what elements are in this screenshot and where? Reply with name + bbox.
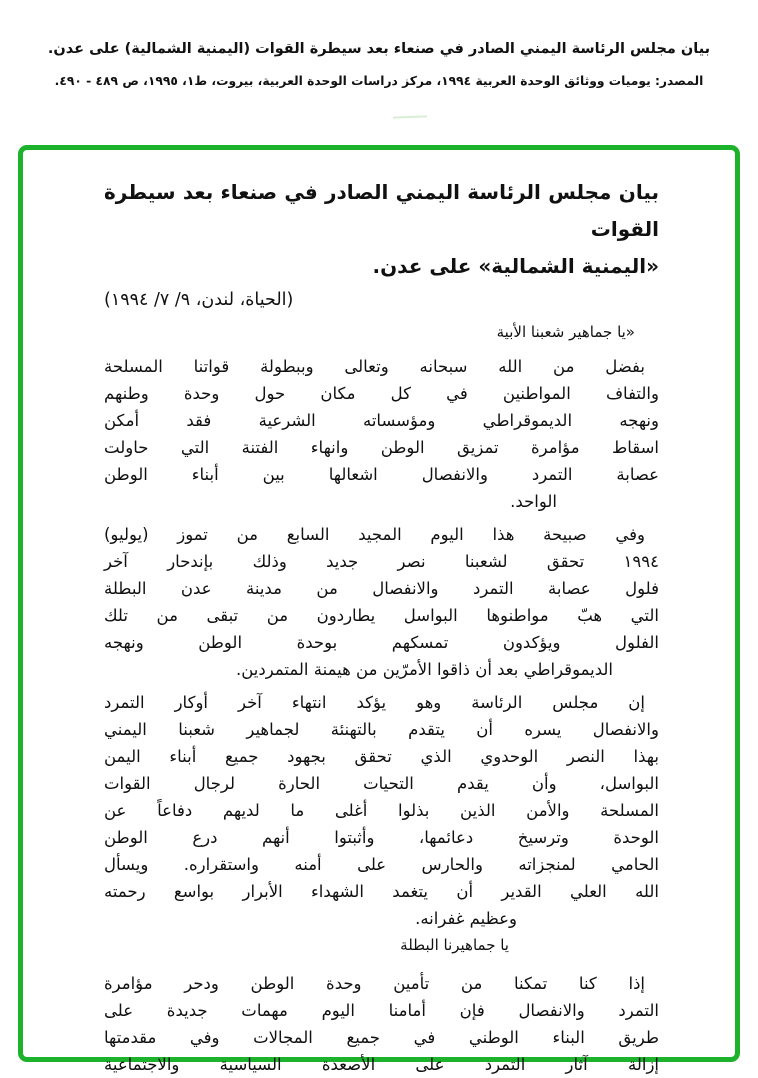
text-line: عصابة التمرد والانفصال اشعالها بين أبناء الوطن [104, 465, 659, 484]
text-line: اسقاط مؤامرة تمزيق الوطن وانهاء الفتنة التي حاولت [104, 438, 659, 457]
text-line: التمرد والانفصال فإن أمامنا اليوم مهمات جديدة على [104, 1001, 659, 1020]
text-line: ١٩٩٤ تحقق لشعبنا نصر جديد وذلك بإندحار آخر [104, 552, 659, 571]
text-line: المسلحة والأمن الذين بذلوا أغلى ما لديهم دفاعاً عن [104, 801, 659, 820]
text-line: الواحد. [510, 492, 557, 511]
document-title [104, 174, 659, 285]
paragraph [104, 353, 659, 515]
text-line: وفي صبيحة هذا اليوم المجيد السابع من تموز (يوليو) [104, 525, 645, 544]
salutation: «يا جماهير شعبنا الأبية [496, 323, 635, 341]
text-line: التي هبّ مواطنوها البواسل يطاردون من تبقى من تلك [104, 606, 659, 625]
text-line: بفضل من الله سبحانه وتعالى وببطولة قواتنا المسلحة [104, 357, 645, 376]
dateline: (الحياة، لندن، ٩/ ٧/ ١٩٩٤) [104, 290, 294, 310]
text-line: والتفاف المواطنين في كل مكان حول وحدة وطنهم [104, 384, 659, 403]
text-line: طريق البناء الوطني في جميع المجالات وفي مقدمتها [104, 1028, 659, 1047]
text-line: وعظيم غفرانه. [415, 909, 517, 928]
document-frame [18, 145, 740, 1074]
text-line: ونهجه الديموقراطي ومؤسساته الشرعية فقد أمكن [104, 411, 659, 430]
document-page [23, 150, 735, 1074]
subheading: يا جماهيرنا البطلة [400, 936, 509, 954]
text-line: إزالة آثار التمرد على الأصعدة السياسية والاجتماعية [104, 1055, 659, 1074]
text-line: إذا كنا تمكنا من تأمين وحدة الوطن ودحر مؤامرة [104, 974, 645, 993]
text-line: الحامي لمنجزاته والحارس على أمنه واستقراره. ويسأل [104, 855, 659, 874]
document-title-line1: بيان مجلس الرئاسة اليمني الصادر في صنعاء بعد سيطرة القوات [104, 180, 659, 241]
document-title-line2: «اليمنية الشمالية» على عدن. [372, 254, 659, 278]
caption-title: بيان مجلس الرئاسة اليمني الصادر في صنعاء بعد سيطرة القوات (اليمنية الشمالية) على عدن. [47, 41, 711, 57]
text-line: فلول عصابة التمرد والانفصال من مدينة عدن البطلة [104, 579, 659, 598]
text-line: الفلول ويؤكدون تمسكهم بوحدة الوطن ونهجه [104, 633, 659, 652]
paragraph [104, 689, 659, 932]
top-caption [0, 38, 758, 91]
scan-artifact-line [393, 115, 427, 118]
text-line: الله العلي القدير أن يتغمد الشهداء الأبرار بواسع رحمته [104, 882, 659, 901]
paragraph [104, 521, 659, 683]
text-line: الوحدة وترسيخ دعائمها، وأثبتوا أنهم درع الوطن [104, 828, 659, 847]
text-line: والانفصال يسره أن يتقدم بالتهنئة لجماهير شعبنا اليمني [104, 720, 659, 739]
text-line: الديموقراطي بعد أن ذاقوا الأمرّين من هيمنة المتمردين. [236, 660, 613, 679]
paragraph [104, 970, 659, 1078]
caption-source: المصدر: يوميات ووثائق الوحدة العربية ١٩٩٤، مركز دراسات الوحدة العربية، بيروت، ط١، ١٩٩٥، ص ٤٨٩ - ٤٩٠. [54, 74, 704, 88]
text-line: بهذا النصر الوحدوي الذي تحقق بجهود جميع أبناء اليمن [104, 747, 659, 766]
text-line: البواسل، وأن يقدم التحيات الحارة لرجال القوات [104, 774, 659, 793]
text-line: إن مجلس الرئاسة وهو يؤكد انتهاء آخر أوكار التمرد [104, 693, 645, 712]
